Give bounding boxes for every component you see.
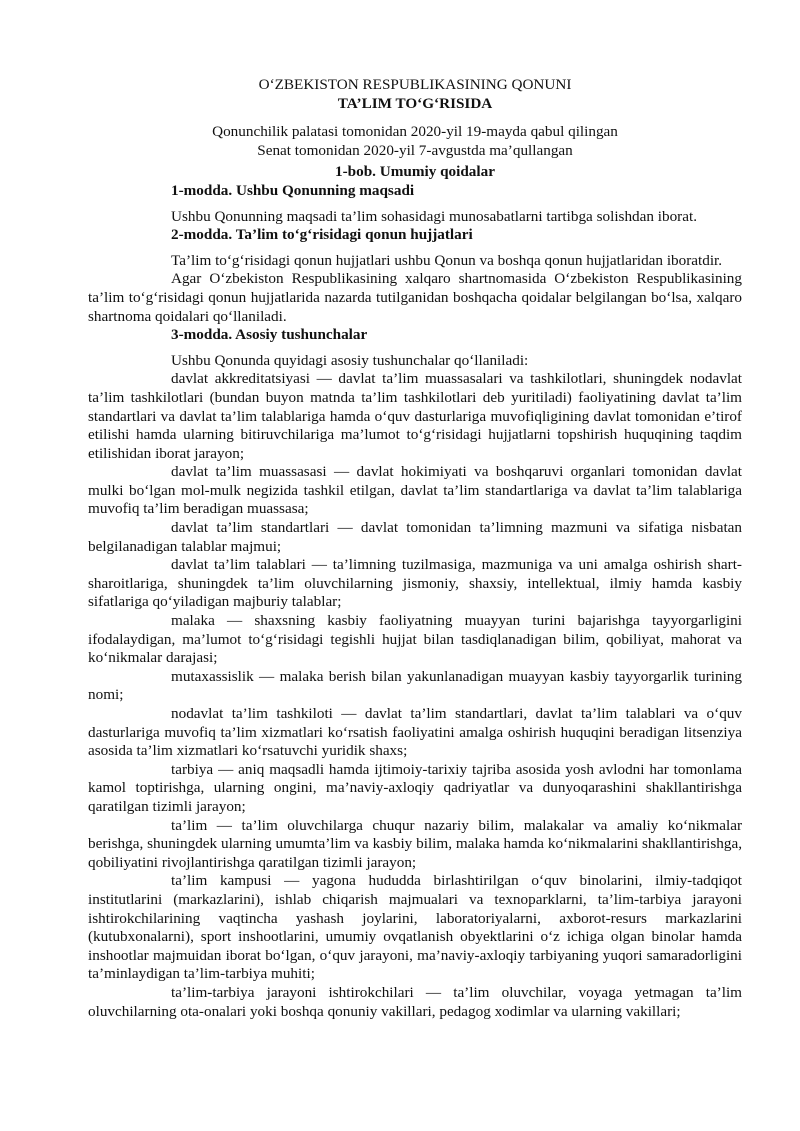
definition-item: davlat akkreditatsiyasi — davlat ta’lim muassasalari va tashkilotlari, shuningdek nodavlat ta’lim tashkilotlari (bundan buyon matnda ta’lim tashkilotlari deb yuritiladi) faoliyatining davlat ta’lim standartlari va davlat ta’lim talablariga hamda o‘quv dasturlariga muvofiqligining davlat tomonidan e’tirof etilishi hamda ularning bitiruvchilariga ma’lumot to‘g‘risidagi hujjatlarni topshirish huquqining taqdim etilishidan iborat jarayon; [88,370,742,462]
article-heading: 1-modda. Ushbu Qonunning maqsadi [171,181,415,199]
definition-item: nodavlat ta’lim tashkiloti — davlat ta’lim standartlari, davlat ta’lim talablari va o‘quv dasturlariga muvofiq ta’lim xizmatlari ko‘rsatish faoliyatini amalga oshirish huquqini beradigan litsenziya asosida ta’lim xizmatlari ko‘rsatuvchi yuridik shaxs; [88,705,742,760]
definition-item: malaka — shaxsning kasbiy faoliyatning muayyan turini bajarishga tayyorgarligini ifodalaydigan, ma’lumot to‘g‘risidagi tegishli hujjat bilan tasdiqlanadigan bilim, qobiliyat, mahorat va ko‘nikmalar darajasi; [88,612,742,667]
definition-item: ta’lim-tarbiya jarayoni ishtirokchilari — ta’lim oluvchilar, voyaga yetmagan ta’lim oluvchilarning ota-onalari yoki boshqa qonuniy vakillari, pedagog xodimlar va ularning vakillari; [88,983,742,1020]
chapter-title: 1-bob. Umumiy qoidalar [335,163,495,181]
adoption-line-parliament: Qonunchilik palatasi tomonidan 2020-yil 19-mayda qabul qilingan [212,123,618,141]
law-country-heading: O‘ZBEKISTON RESPUBLIKASINING QONUNI [258,76,572,93]
definition-item: davlat ta’lim muassasasi — davlat hokimiyati va boshqaruvi organlari tomonidan davlat mulki bo‘lgan mol-mulk negizida tashkil etilgan, davlat ta’lim standartlariga va davlat ta’lim talablariga muvofiq ta’lim beradigan muassasa; [88,463,742,518]
definition-item: ta’lim — ta’lim oluvchilarga chuqur nazariy bilim, malakalar va amaliy ko‘nikmalar berishga, shuningdek ularning umumta’lim va kasbiy bilim, malaka hamda ko‘nikmalarini shakllantirishga, qobiliyatini rivojlantirishga qaratilgan tizimli jarayon; [88,816,742,871]
definitions-list [88,370,742,1021]
article-heading: 2-modda. Ta’lim to‘g‘risidagi qonun hujjatlari [171,226,473,244]
law-title: TA’LIM TO‘G‘RISIDA [337,94,493,112]
document-body [88,76,742,1021]
definition-item: davlat ta’lim talablari — ta’limning tuzilmasiga, mazmuniga va uni amalga oshirish shart-sharoitlariga, shuningdek ta’lim oluvchilarning jismoniy, shaxsiy, intellektual, ilmiy hamda kasbiy sifatlariga qo‘yiladigan majburiy talablar; [88,556,742,611]
article-intro: Ushbu Qonunda quyidagi asosiy tushunchalar qo‘llaniladi: [171,351,529,369]
article-3 [88,326,742,1021]
definition-item: ta’lim kampusi — yagona hududda birlashtirilgan o‘quv binolarini, ilmiy-tadqiqot institutlarini (markazlarini), ishlab chiqarish majmualari va texnoparklarni, ta’lim-tarbiya jarayoni ishtirokchilarining vaqtincha yashash joylarini, laboratoriyalarni, axborot-resurs markazlarini (kutubxonalarni), sport inshootlarini, umumiy ovqatlanish obyektlarini o‘z ichiga olgan binolar hamda inshootlar majmuidan iborat bo‘lgan, o‘quv jarayoni, ma’naviy-axloqiy tarbiyaning yuqori samaradorligini ta’minlaydigan ta’lim-tarbiya muhiti; [88,872,742,983]
article-2 [88,226,742,326]
definition-item: mutaxassislik — malaka berish bilan yakunlanadigan muayyan kasbiy tayyorgarlik turining nomi; [88,667,742,704]
article-paragraph: Agar O‘zbekiston Respublikasining xalqaro shartnomasida O‘zbekiston Respublikasining ta’lim to‘g‘risidagi qonun hujjatlarida nazarda tutilganidan boshqacha qoidalar belgilangan bo‘lsa, xalqaro shartnoma qoidalari qo‘llaniladi. [88,270,742,325]
adoption-line-senate: Senat tomonidan 2020-yil 7-avgustda ma’qullangan [257,141,573,159]
article-paragraph: Ushbu Qonunning maqsadi ta’lim sohasidagi munosabatlarni tartibga solishdan iborat. [171,207,697,225]
article-paragraph: Ta’lim to‘g‘risidagi qonun hujjatlari ushbu Qonun va boshqa qonun hujjatlaridan iboratdir. [171,251,723,269]
article-heading: 3-modda. Asosiy tushunchalar [171,326,368,344]
definition-item: tarbiya — aniq maqsadli hamda ijtimoiy-tarixiy tajriba asosida yosh avlodni har tomonlama kamol toptirishga, ularning ongini, ma’naviy-axloqiy qadriyatlar va dunyoqarashini shakllantirishga qaratilgan tizimli jarayon; [88,760,742,815]
law-header [88,76,742,113]
article-1 [88,182,742,226]
definition-item: davlat ta’lim standartlari — davlat tomonidan ta’limning mazmuni va sifatiga nisbatan belgilanadigan talablar majmui; [88,519,742,555]
adoption-info [88,123,742,160]
